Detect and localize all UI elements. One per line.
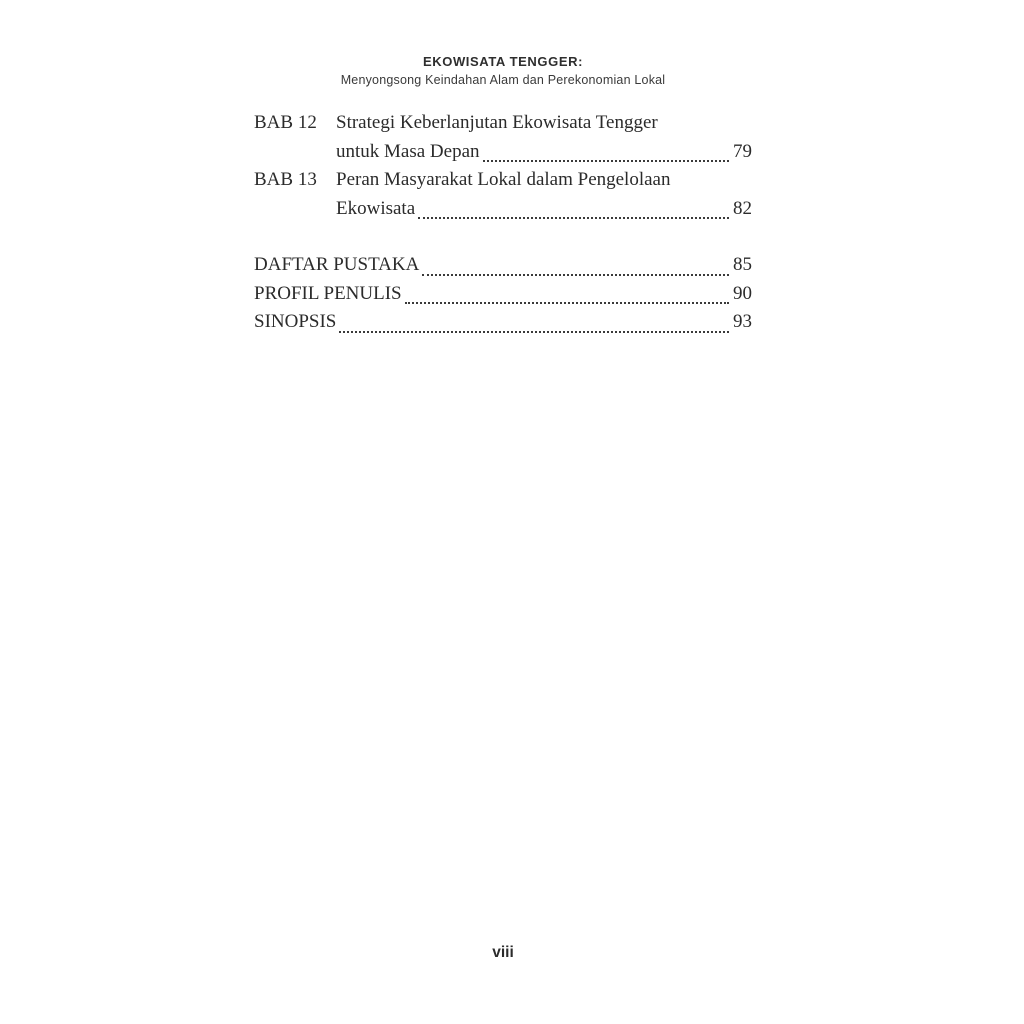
- chapter-title-line: untuk Masa Depan: [336, 140, 480, 162]
- section-page-number: 90: [733, 282, 752, 304]
- chapter-title-line: Ekowisata: [336, 197, 416, 219]
- chapter-body: [336, 109, 752, 166]
- running-head: [254, 54, 752, 89]
- dotted-leader: [422, 274, 729, 276]
- page-number-folio: viii: [492, 944, 514, 961]
- chapter-title-row: [336, 195, 752, 224]
- section-page-number: 93: [733, 311, 752, 332]
- toc-entry-daftar-pustaka: [254, 251, 752, 280]
- dotted-leader: [483, 160, 729, 162]
- toc-entry-profil-penulis: [254, 280, 752, 309]
- chapter-page-number: 82: [733, 197, 752, 219]
- chapter-label: BAB 12: [254, 112, 317, 133]
- table-of-contents: [254, 109, 752, 337]
- toc-back-matter: [254, 251, 752, 337]
- chapter-title-row: [336, 138, 752, 167]
- book-subtitle: Menyongsong Keindahan Alam dan Perekonomian Lokal: [340, 73, 666, 87]
- chapter-page-number: 79: [733, 140, 752, 162]
- dotted-leader: [418, 217, 729, 219]
- book-title: EKOWISATA TENGGER:: [422, 54, 584, 69]
- dotted-leader: [339, 331, 729, 333]
- section-title: DAFTAR PUSTAKA: [254, 254, 420, 275]
- chapter-body: [336, 166, 752, 223]
- section-title: PROFIL PENULIS: [254, 282, 402, 304]
- section-page-number: 85: [733, 254, 752, 275]
- chapter-title-line: Peran Masyarakat Lokal dalam Pengelolaan: [336, 169, 671, 190]
- toc-entry-bab-12: [254, 109, 752, 166]
- chapter-title-line: Strategi Keberlanjutan Ekowisata Tengger: [336, 112, 658, 133]
- section-title: SINOPSIS: [254, 311, 337, 332]
- chapter-label: BAB 13: [254, 169, 317, 190]
- page-content: [254, 54, 752, 337]
- toc-entry-bab-13: [254, 166, 752, 223]
- dotted-leader: [405, 302, 729, 304]
- toc-entry-sinopsis: [254, 308, 752, 337]
